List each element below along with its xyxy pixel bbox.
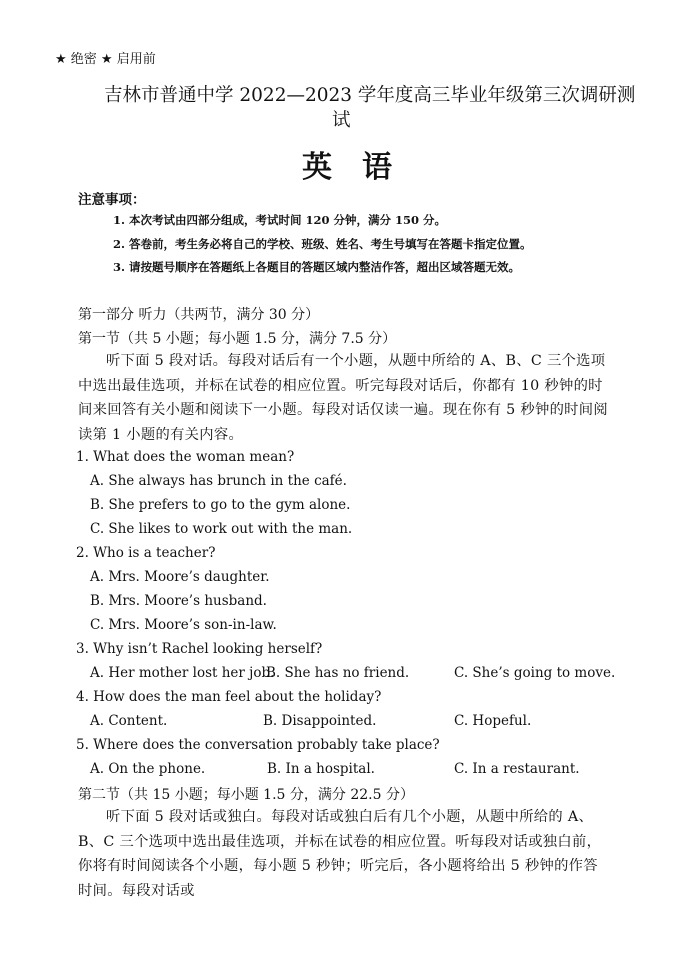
subject-title: 英语 — [302, 150, 422, 185]
section2-heading: 第二节（共 15 小题；每小题 1.5 分，满分 22.5 分） — [78, 787, 414, 803]
part1-heading: 第一部分 听力（共两节，满分 30 分） — [78, 307, 320, 323]
confidential-mark: ★ 绝密 ★ 启用前 — [55, 52, 156, 67]
option-1a: A. She always has brunch in the café. — [90, 473, 347, 489]
section2-instructions: 听下面 5 段对话或独白。每段对话或独白后有几个小题，从题中所给的 A、B、C 三个选项中选出最佳选项，并标在试卷的相应位置。听每段对话或独白前，你将有时间阅读各个小题，每小题 5 秒钟；听完后，各小题将给出 5 秒钟的作答时间。每段对话或 — [78, 809, 602, 899]
option-3c: C. She’s going to move. — [454, 665, 616, 681]
option-5b: B. In a hospital. — [267, 761, 375, 777]
question-5: 5. Where does the conversation probably take place? — [76, 737, 440, 753]
option-1c: C. She likes to work out with the man. — [90, 521, 353, 537]
question-4: 4. How does the man feel about the holiday? — [76, 689, 382, 705]
exam-title-line1: 吉林市普通中学 2022—2023 学年度高三毕业年级第三次调研测 — [104, 85, 636, 106]
option-2c: C. Mrs. Moore’s son-in-law. — [90, 617, 277, 633]
option-4c: C. Hopeful. — [454, 713, 532, 729]
notice-item: 2. 答卷前，考生务必将自己的学校、班级、姓名、考生号填写在答题卡指定位置。 — [113, 237, 532, 251]
question-2: 2. Who is a teacher? — [76, 545, 216, 561]
notice-heading: 注意事项： — [78, 192, 146, 208]
option-3a: A. Her mother lost her job. — [90, 665, 275, 681]
option-5c: C. In a restaurant. — [454, 761, 580, 777]
option-1b: B. She prefers to go to the gym alone. — [90, 497, 351, 513]
question-3: 3. Why isn’t Rachel looking herself? — [76, 641, 323, 657]
question-1: 1. What does the woman mean? — [76, 449, 295, 465]
exam-title-line2: 试 — [332, 110, 351, 131]
section1-heading: 第一节（共 5 小题；每小题 1.5 分，满分 7.5 分） — [78, 331, 397, 347]
option-2b: B. Mrs. Moore’s husband. — [90, 593, 267, 609]
notice-item: 3. 请按题号顺序在答题纸上各题目的答题区域内整洁作答，超出区域答题无效。 — [113, 260, 521, 274]
section1-instructions: 听下面 5 段对话。每段对话后有一个小题，从题中所给的 A、B、C 三个选项中选出最佳选项，并标在试卷的相应位置。听完每段对话后，你都有 10 秒钟的时间来回答有关小题和阅读下一小题。每段对话仅读一遍。现在你有 5 秒钟的时间阅读第 1 小题的有关内容。 — [78, 353, 608, 443]
option-2a: A. Mrs. Moore’s daughter. — [90, 569, 270, 585]
option-4b: B. Disappointed. — [263, 713, 377, 729]
option-4a: A. Content. — [90, 713, 168, 729]
notice-item: 1. 本次考试由四部分组成，考试时间 120 分钟，满分 150 分。 — [113, 213, 447, 227]
option-5a: A. On the phone. — [90, 761, 206, 777]
option-3b: B. She has no friend. — [266, 665, 410, 681]
